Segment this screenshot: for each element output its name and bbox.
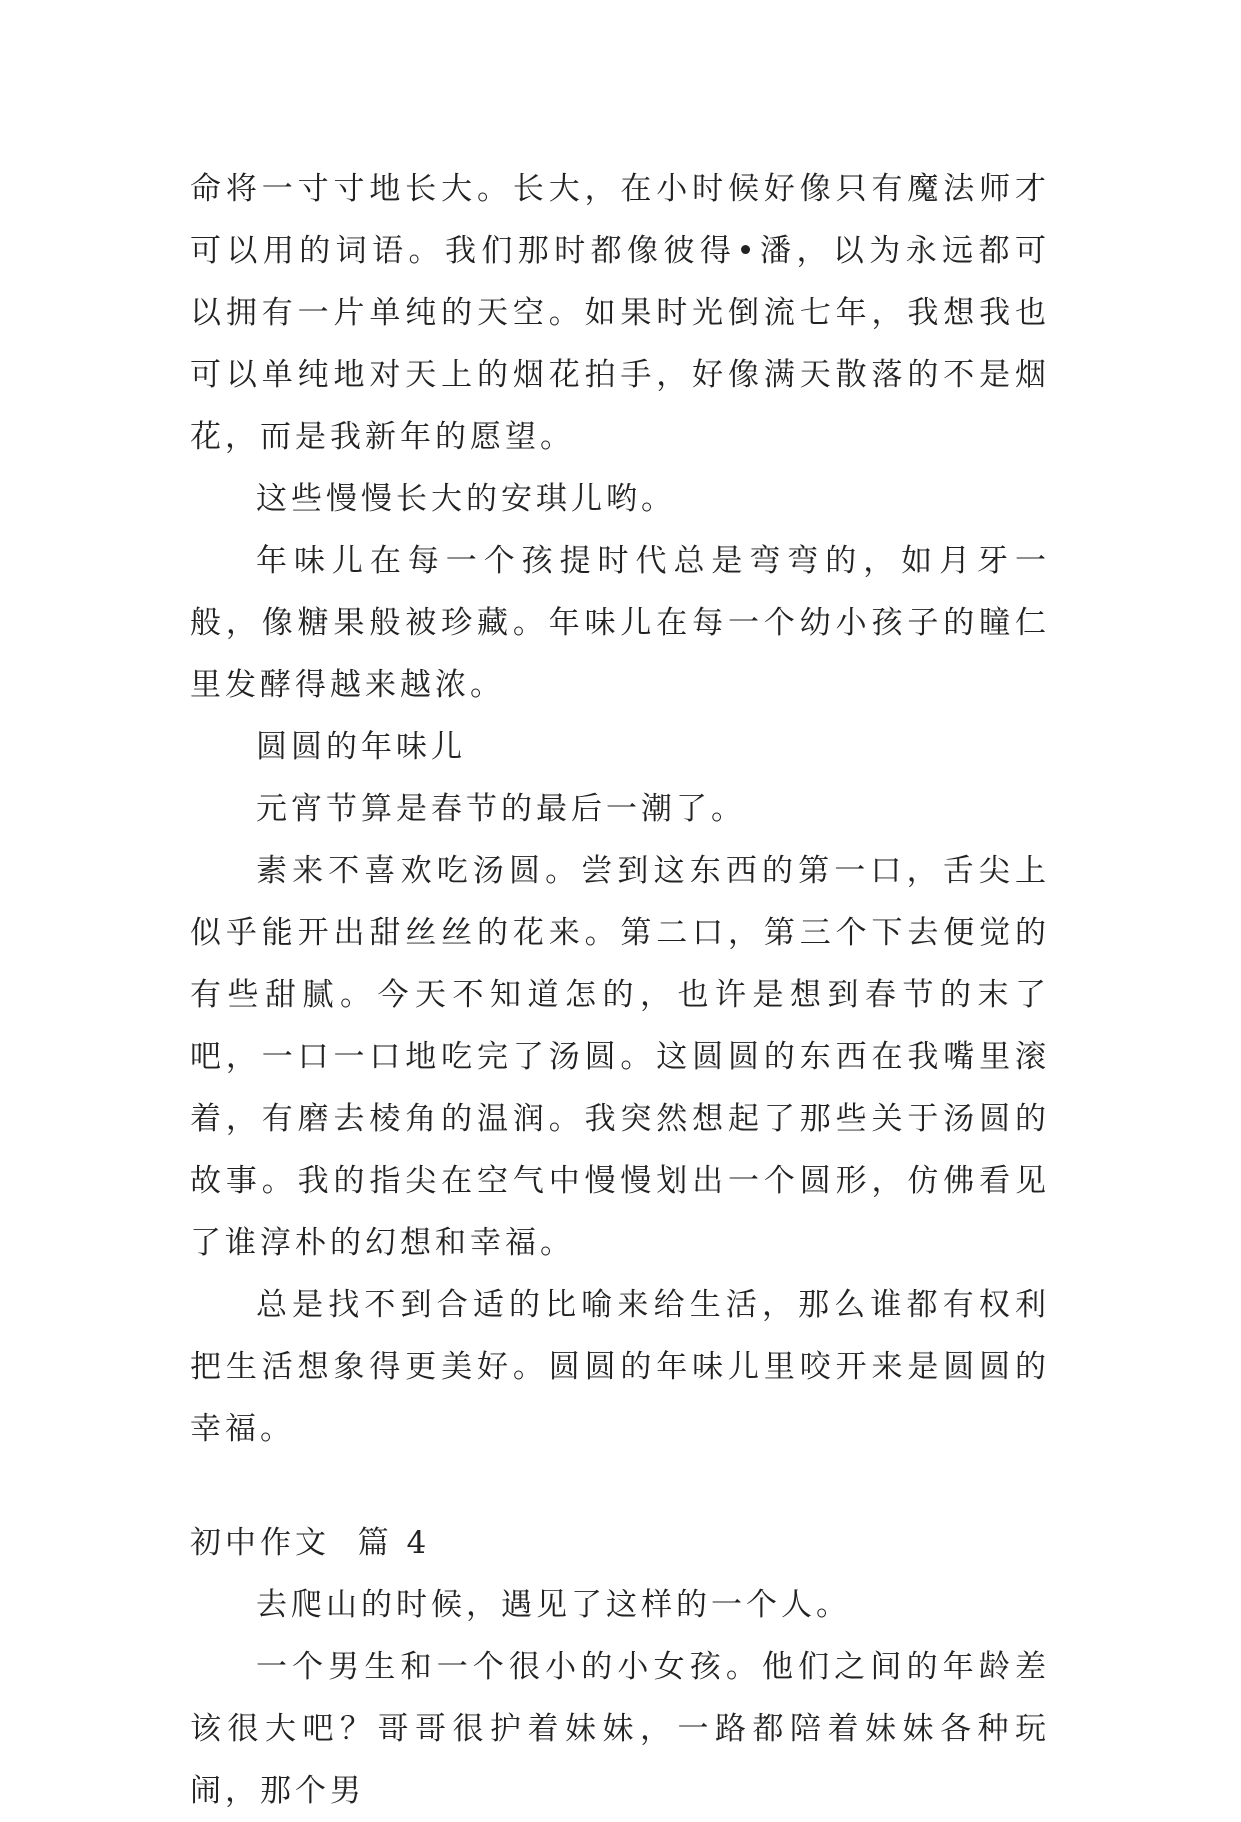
subtitle-paragraph: 圆圆的年味儿 xyxy=(256,729,466,765)
paragraph: 总是找不到合适的比喻来给生活，那么谁都有权利把生活想象得更美好。圆圆的年味儿里咬开来是圆圆的幸福。 xyxy=(190,1287,1050,1447)
paragraph: 年味儿在每一个孩提时代总是弯弯的，如月牙一般，像糖果般被珍藏。年味儿在每一个幼小孩子的瞳仁里发酵得越来越浓。 xyxy=(190,543,1050,703)
paragraph: 这些慢慢长大的安琪儿哟。 xyxy=(256,481,676,517)
section-heading: 初中作文 篇 4 xyxy=(190,1525,431,1561)
paragraph: 素来不喜欢吃汤圆。尝到这东西的第一口，舌尖上似乎能开出甜丝丝的花来。第二口，第三个下去便觉的有些甜腻。今天不知道怎的，也许是想到春节的末了吧，一口一口地吃完了汤圆。这圆圆的东西在我嘴里滚着，有磨去棱角的温润。我突然想起了那些关于汤圆的故事。我的指尖在空气中慢慢划出一个圆形，仿佛看见了谁淳朴的幻想和幸福。 xyxy=(190,853,1050,1261)
document-body xyxy=(190,158,1050,1822)
paragraph: 命将一寸寸地长大。长大，在小时候好像只有魔法师才可以用的词语。我们那时都像彼得•潘，以为永远都可以拥有一片单纯的天空。如果时光倒流七年，我想我也可以单纯地对天上的烟花拍手，好像满天散落的不是烟花，而是我新年的愿望。 xyxy=(190,171,1050,455)
paragraph: 去爬山的时候，遇见了这样的一个人。 xyxy=(256,1587,851,1623)
paragraph: 一个男生和一个很小的小女孩。他们之间的年龄差该很大吧？哥哥很护着妹妹，一路都陪着妹妹各种玩闹，那个男 xyxy=(190,1649,1050,1809)
paragraph: 元宵节算是春节的最后一潮了。 xyxy=(256,791,746,827)
